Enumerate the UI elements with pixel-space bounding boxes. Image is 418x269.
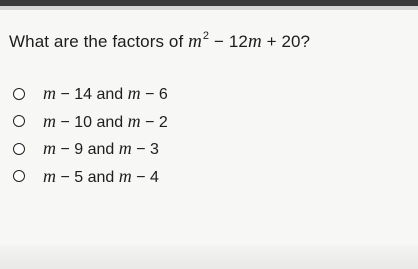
question-mid: − 12 xyxy=(209,32,248,51)
answer-options xyxy=(13,80,168,190)
option-label: m − 9 and m − 3 xyxy=(43,138,159,159)
radio-button-icon[interactable] xyxy=(13,115,25,127)
question-exponent: 2 xyxy=(202,30,210,42)
question-prefix: What are the factors of xyxy=(9,32,189,51)
option-a[interactable] xyxy=(13,80,168,108)
top-divider xyxy=(0,6,418,10)
question-suffix: + 20? xyxy=(261,32,311,51)
option-label: m − 10 and m − 2 xyxy=(43,110,168,131)
option-c[interactable] xyxy=(13,135,168,163)
radio-button-icon[interactable] xyxy=(13,170,25,182)
radio-button-icon[interactable] xyxy=(13,88,25,100)
radio-button-icon[interactable] xyxy=(13,143,25,155)
question-var: m xyxy=(188,31,202,52)
option-label: m − 14 and m − 6 xyxy=(43,83,168,104)
bottom-shade xyxy=(0,245,418,269)
option-b[interactable] xyxy=(13,108,168,136)
question-var-2: m xyxy=(247,31,262,52)
option-d[interactable] xyxy=(13,163,168,191)
option-label: m − 5 and m − 4 xyxy=(43,165,159,186)
question-text xyxy=(9,30,310,53)
